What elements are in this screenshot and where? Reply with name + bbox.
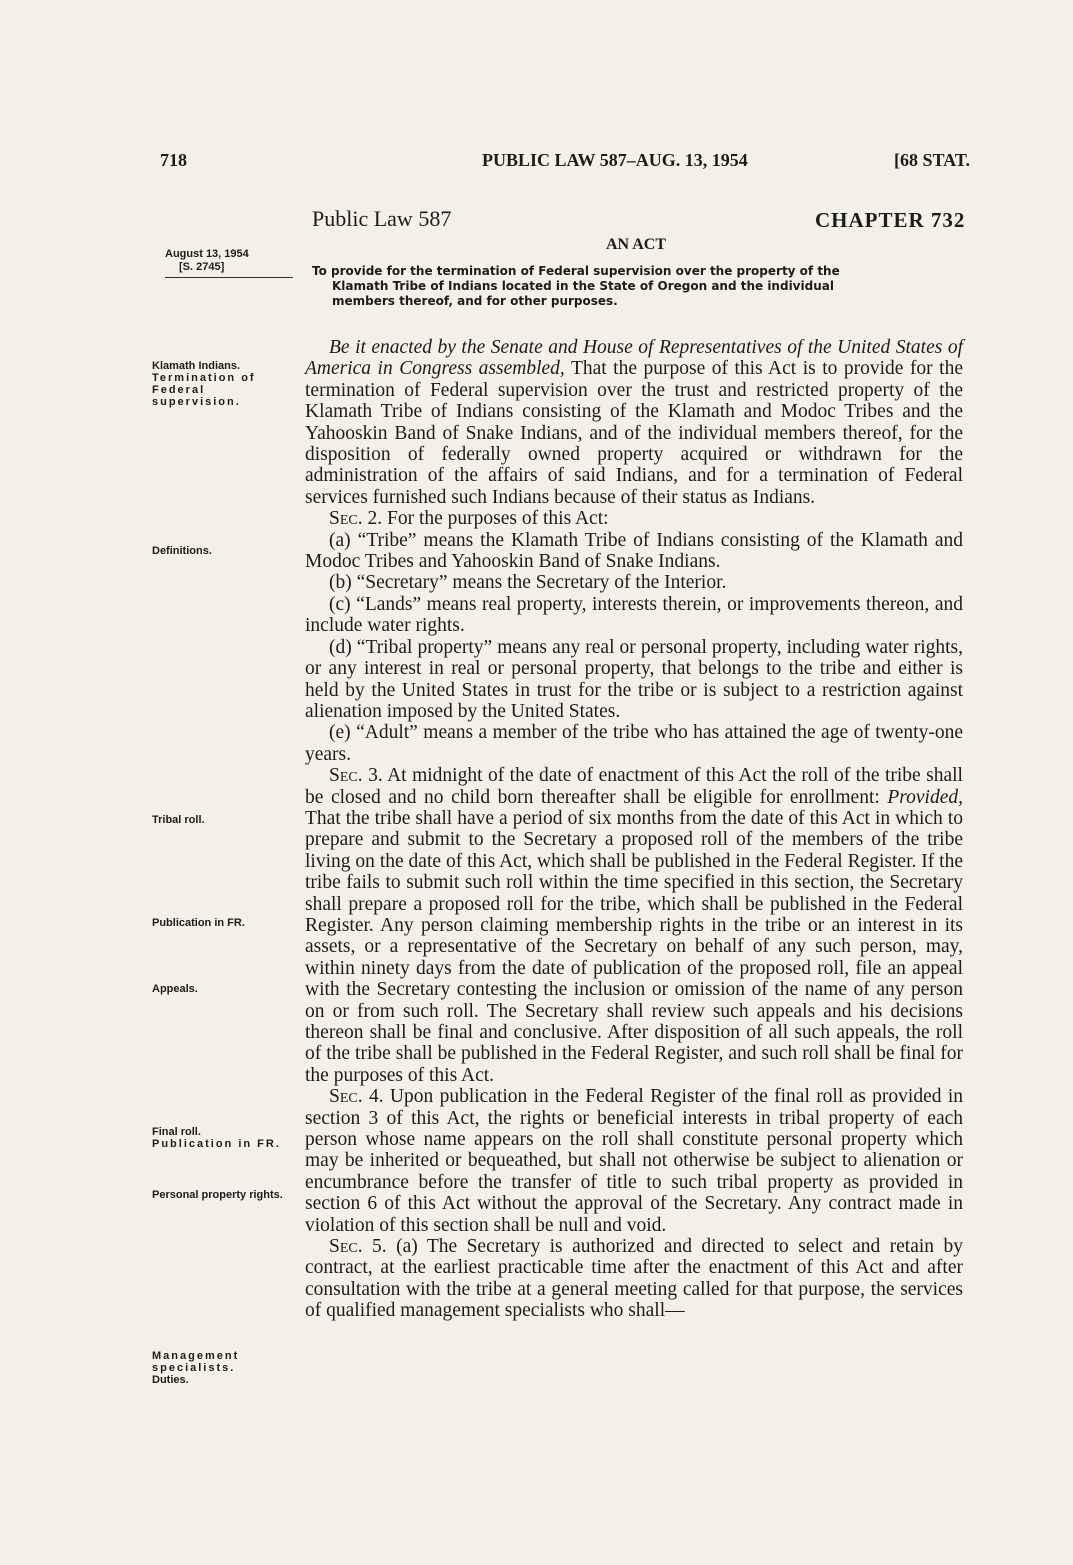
- act-body: [305, 337, 963, 1322]
- section-3: [305, 765, 963, 1086]
- section-1: [305, 337, 963, 508]
- margin-note-klamath-text: Klamath Indians.: [152, 360, 241, 372]
- margin-note-appeals: Appeals.: [152, 983, 198, 995]
- section-4: [305, 1086, 963, 1236]
- section-1-text: That the purpose of this Act is to provide for the termination of Federal supervision over the trust and restricted property of the Klamath Tribe of Indians consisting of the Klamath and Modoc Tribes and the Yahooskin Band of Snake Indians, and of the individual members thereof, for the disposition of federally owned property acquired or withdrawn for the administration of the affairs of said Indians, and for a termination of Federal services furnished such Indians because of their status as Indians.: [305, 358, 963, 508]
- definition-e: (e) “Adult” means a member of the tribe who has attained the age of twenty-one years.: [305, 722, 963, 765]
- section-5-label: Sec. 5.: [329, 1236, 387, 1258]
- senate-bill-number: [S. 2745]: [179, 261, 225, 273]
- margin-note-publication: Publication in FR.: [152, 917, 245, 929]
- margin-note-final-roll: [152, 1126, 297, 1150]
- section-5: [305, 1236, 963, 1322]
- margin-note-personal-property: Personal property rights.: [152, 1189, 283, 1201]
- header-title: PUBLIC LAW 587–AUG. 13, 1954: [482, 150, 748, 170]
- page-number: 718: [160, 150, 187, 170]
- definition-c: (c) “Lands” means real property, interests therein, or improvements thereon, and include water rights.: [305, 593, 963, 637]
- margin-note-duties: Duties.: [152, 1374, 189, 1386]
- chapter-label: CHAPTER 732: [815, 208, 966, 232]
- margin-note-tribal-roll: Tribal roll.: [152, 814, 205, 826]
- margin-note-management: [152, 1350, 297, 1386]
- margin-note-publication-final: Publication in FR.: [152, 1138, 281, 1150]
- section-5-text: (a) The Secretary is authorized and directed to select and retain by contract, at the earliest practicable time after the enactment of this Act and after consultation with the tribe at a general meeting called for that purpose, the services of qualified management specialists who shall—: [305, 1236, 963, 1322]
- margin-note-termination: Termination of Federal supervision.: [152, 372, 256, 408]
- act-purpose: [312, 264, 964, 309]
- definition-a: (a) “Tribe” means the Klamath Tribe of Indians consisting of the Klamath and Modoc Tribes and Yahooskin Band of Snake Indians.: [305, 529, 963, 573]
- enactment-date-note: [165, 248, 293, 278]
- section-3-text-a: At midnight of the date of enactment of this Act the roll of the tribe shall be closed and no child born thereafter shall be eligible for enrollment:: [305, 765, 963, 808]
- date-divider: [165, 277, 293, 278]
- purpose-line-3: members thereof, and for other purposes.: [332, 294, 618, 308]
- section-2-text: For the purposes of this Act:: [382, 508, 609, 530]
- purpose-line-1: To provide for the termination of Federal supervision over the property of the: [312, 264, 840, 278]
- margin-note-definitions: Definitions.: [152, 545, 212, 557]
- enacting-clause: Be it enacted by the Senate and House of Representatives of the United States of America in Congress assembled,: [305, 337, 963, 380]
- section-4-label: Sec. 4.: [329, 1086, 384, 1108]
- section-4-text: Upon publication in the Federal Register of the final roll as provided in section 3 of this Act, the rights or beneficial interests in tribal property of each person whose name appears on the roll shall constitute personal property which may be inherited or bequeathed, but shall not otherwise be subject to alienation or encumbrance before the transfer of title to such tribal property as provided in section 6 of this Act without the approval of the Secretary. Any contract made in violation of this section shall be null and void.: [305, 1086, 963, 1236]
- purpose-line-2: Klamath Tribe of Indians located in the State of Oregon and the individual: [332, 279, 834, 293]
- margin-note-final-roll-text: Final roll.: [152, 1126, 201, 1138]
- statute-reference: [68 STAT.: [893, 150, 970, 170]
- definition-d: (d) “Tribal property” means any real or personal property, including water rights, or any interest in real or personal property, that belongs to the tribe and either is held by the United States in trust for the tribe or is subject to a restriction against alienation imposed by the United States.: [305, 636, 963, 722]
- an-act-heading: AN ACT: [606, 236, 667, 253]
- section-3-proviso: Provided,: [887, 786, 963, 808]
- public-law-title: Public Law 587: [312, 206, 452, 231]
- margin-note-management-text: Management specialists.: [152, 1350, 240, 1374]
- section-3-text-b: That the tribe shall have a period of six months from the date of this Act in which to prepare and submit to the Secretary a proposed roll of the members of the tribe living on the date of this Act, which shall be published in the Federal Register. If the tribe fails to submit such roll within the time specified in this section, the Secretary shall prepare a proposed roll for the tribe, which shall be published in the Federal Register. Any person claiming membership rights in the tribe or an interest in its assets, or a representative of the Secretary on behalf of any such person, may, within ninety days from the date of publication of the proposed roll, file an appeal with the Secretary contesting the inclusion or omission of the name of any person on or from such roll. The Secretary shall review such appeals and his decisions thereon shall be final and conclusive. After disposition of all such appeals, the roll of the tribe shall be published in the Federal Register, and such roll shall be final for the purposes of this Act.: [305, 807, 963, 1086]
- section-3-label: Sec. 3.: [329, 765, 383, 787]
- enactment-date: August 13, 1954: [165, 248, 249, 260]
- section-2: [305, 508, 963, 529]
- section-2-label: Sec. 2.: [329, 508, 383, 530]
- margin-note-klamath: [152, 360, 297, 408]
- definition-b: (b) “Secretary” means the Secretary of the Interior.: [329, 572, 727, 594]
- running-header: [160, 150, 970, 180]
